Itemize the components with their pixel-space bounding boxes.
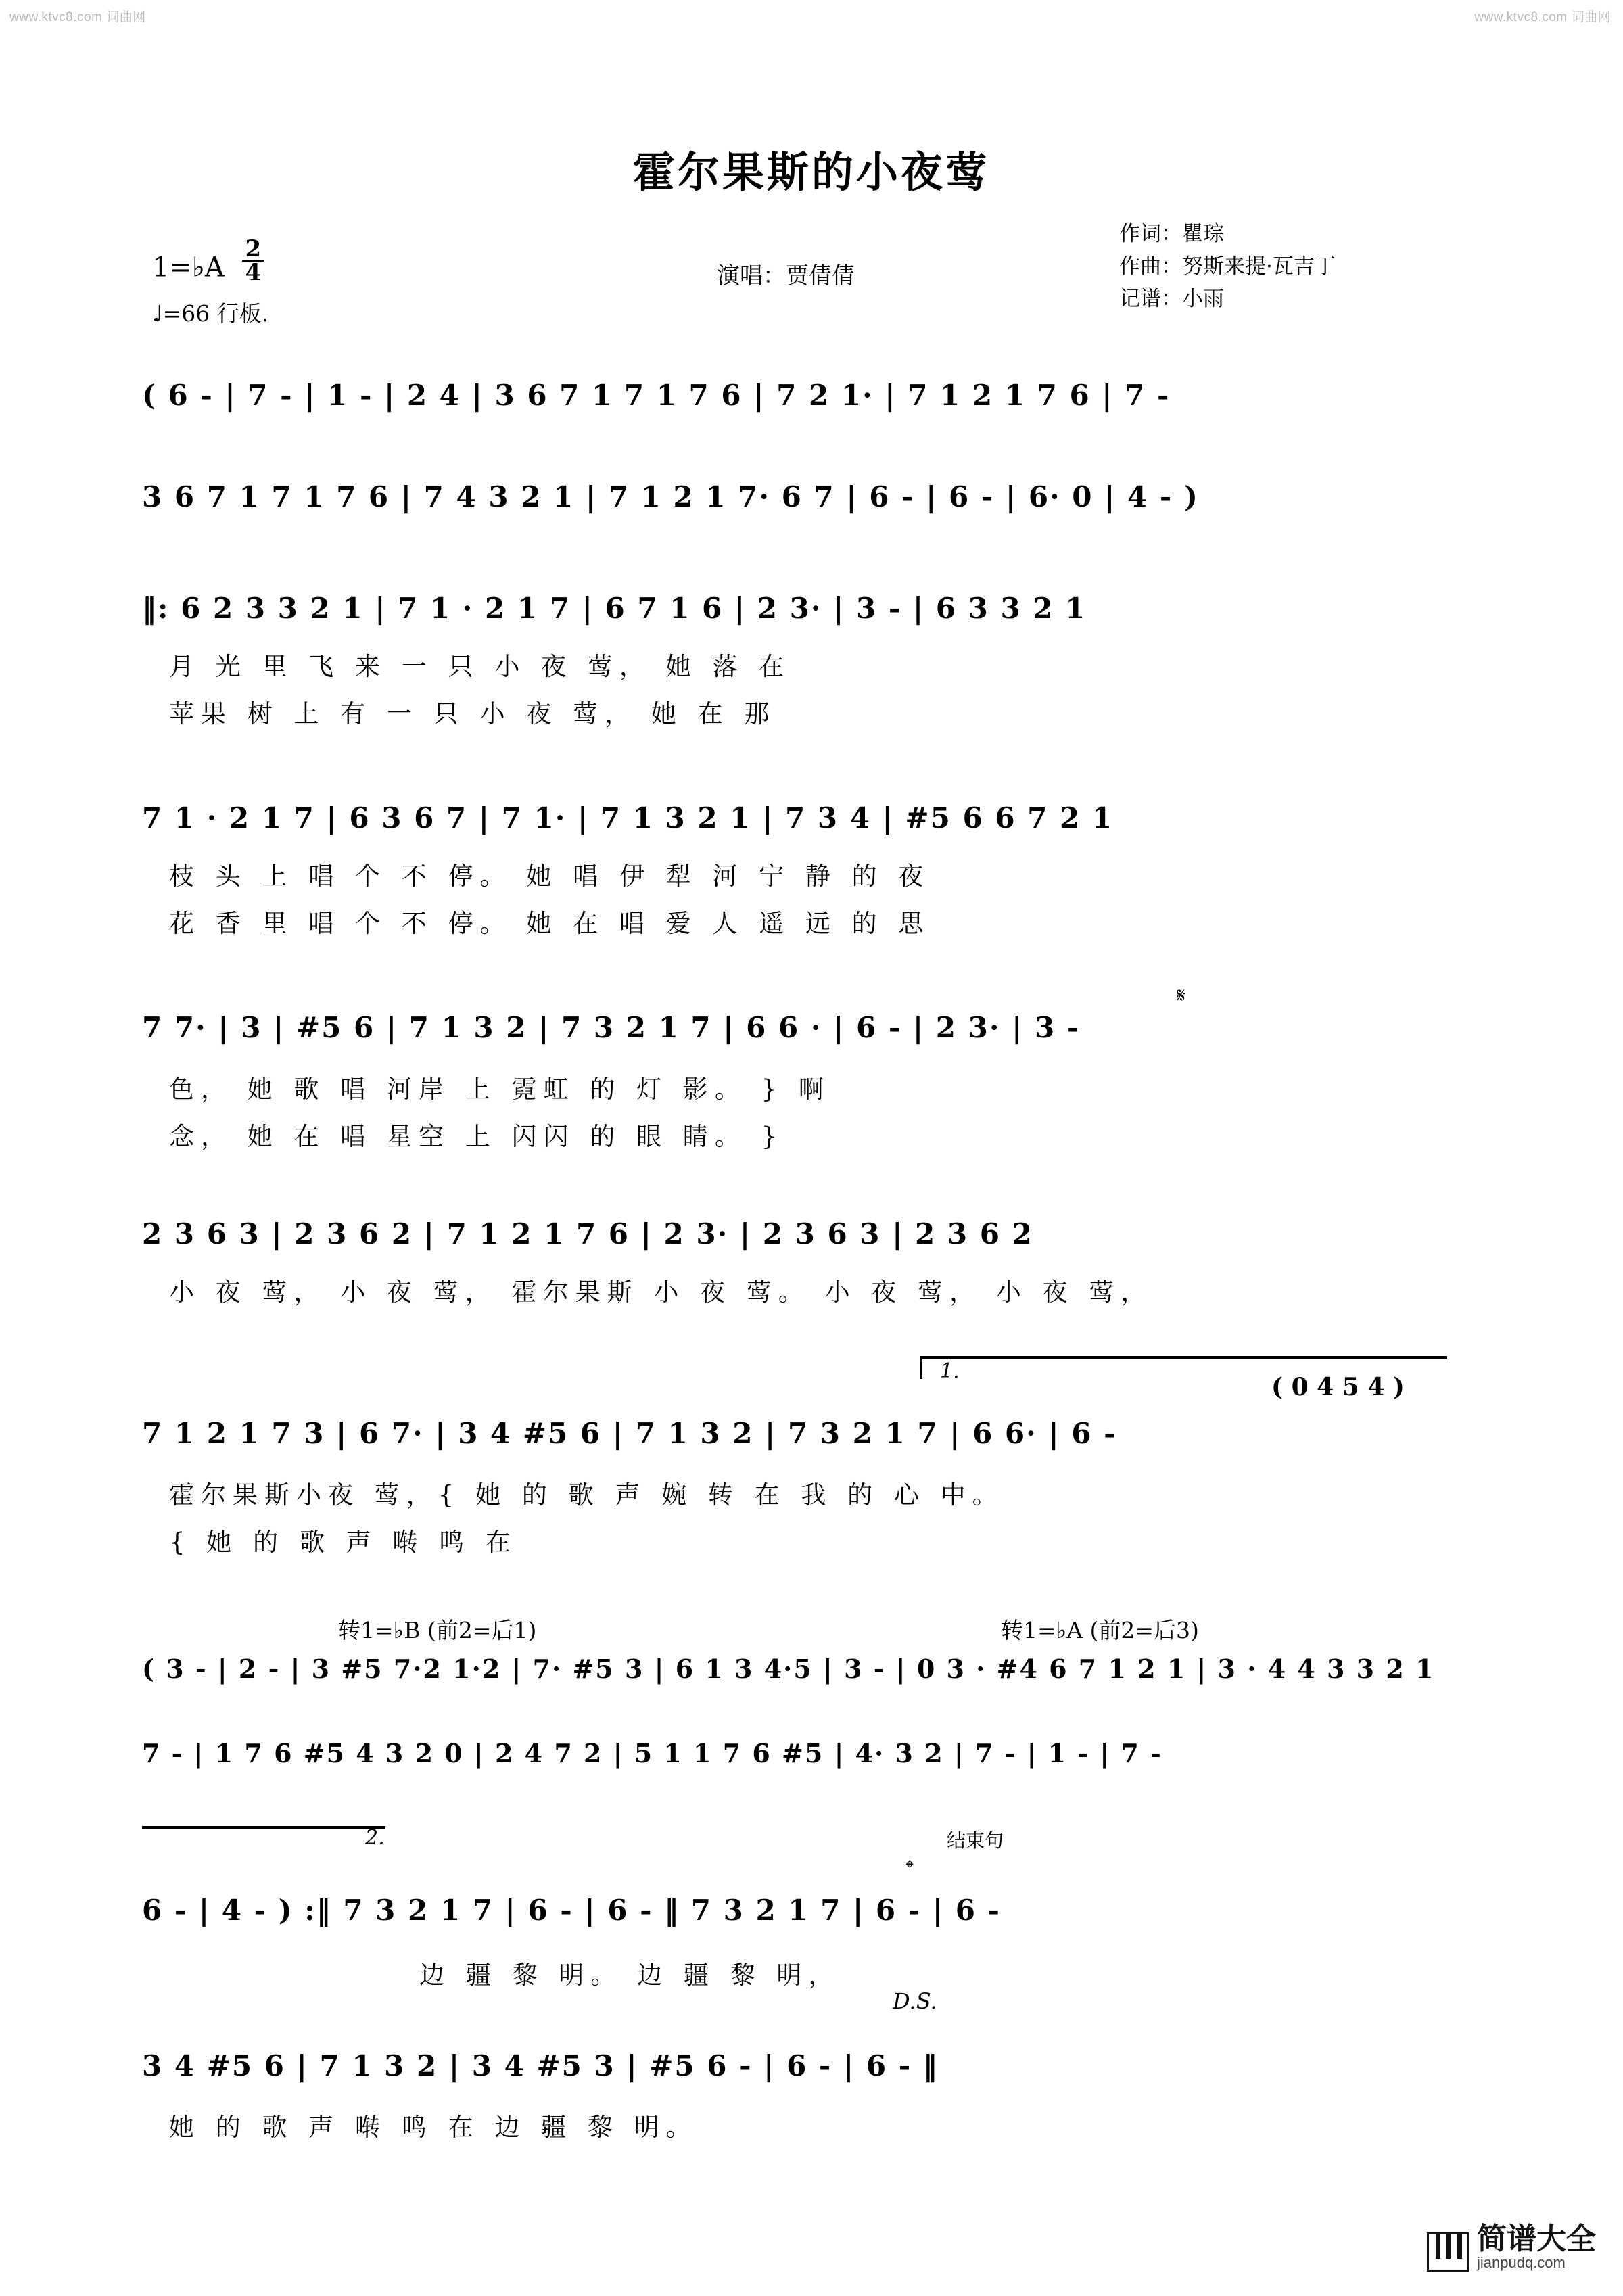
score-lyric-chorus-2-a: 霍尔果斯小夜 莺，{ 她 的 歌 声 婉 转 在 我 的 心 中。 (169, 1480, 1004, 1509)
coda-icon: 𝄌 (906, 1856, 914, 1880)
time-signature (242, 235, 264, 287)
tempo-marking: ♩=66 行板. (152, 300, 269, 327)
coda-label: 结束句 (947, 1829, 1004, 1852)
score-lyric-verse-3-a: 色， 她 歌 唱 河岸 上 霓虹 的 灯 影。 } 啊 (169, 1075, 830, 1104)
credits-block (1119, 218, 1336, 315)
first-ending-bracket-tick (920, 1356, 922, 1379)
score-notes-ending-1: 6 - | 4 - ) :‖ 7 3 2 1 7 | 6 - | 6 - ‖ 7 3 2 1 7 | 6 - | 6 - (142, 1894, 1001, 1927)
time-signature-denominator: 4 (245, 259, 262, 287)
score-notes-verse-3: 7 7· | 3 | #5 6 | 7 1 3 2 | 7 3 2 1 7 | 6 6 · | 6 - | 2 3· | 3 - (142, 1011, 1081, 1044)
score-notes-chorus-1: 2 3 6 3 | 2 3 6 2 | 7 1 2 1 7 6 | 2 3· | 2 3 6 3 | 2 3 6 2 (142, 1217, 1033, 1250)
watermark-top-left: www.ktvc8.com 词曲网 (9, 10, 146, 24)
score-notes-verse-1: ‖: 6 2 3 3 2 1 | 7 1 · 2 1 7 | 6 7 1 6 | 2 3· | 3 - | 6 3 3 2 1 (142, 592, 1087, 625)
key-signature (152, 235, 264, 287)
score-notes-intro-1: ( 6 - | 7 - | 1 - | 2 4 | 3 6 7 1 7 1 7 6 | 7 2 1· | 7 1 2 1 7 6 | 7 - (142, 379, 1171, 412)
credit-composer: 作曲：努斯来提·瓦吉丁 (1119, 254, 1336, 279)
score-lyric-verse-1-a: 月 光 里 飞 来 一 只 小 夜 莺， 她 落 在 (169, 652, 791, 681)
second-ending-bracket (142, 1826, 385, 1829)
score-lyric-verse-1-b: 苹果 树 上 有 一 只 小 夜 莺， 她 在 那 (169, 699, 776, 728)
segno-mark: 𝄋 (1177, 984, 1185, 1008)
score-notes-verse-2: 7 1 · 2 1 7 | 6 3 6 7 | 7 1· | 7 1 3 2 1 | 7 3 4 | #5 6 6 7 2 1 (142, 801, 1114, 835)
score-lyric-ending-1: 边 疆 黎 明。 边 疆 黎 明， (419, 1961, 841, 1990)
score-notes-chorus-2: 7 1 2 1 7 3 | 6 7· | 3 4 #5 6 | 7 1 3 2 | 7 3 2 1 7 | 6 6· | 6 - (142, 1417, 1117, 1450)
score-lyric-chorus-1: 小 夜 莺， 小 夜 莺， 霍尔果斯 小 夜 莺。 小 夜 莺， 小 夜 莺， (169, 1278, 1153, 1307)
score-notes-ending-2: 3 4 #5 6 | 7 1 3 2 | 3 4 #5 3 | #5 6 - | 6 - | 6 - ‖ (142, 2049, 939, 2082)
ds-mark: D.S. (893, 1988, 937, 2014)
score-lyric-chorus-2-b: { 她 的 歌 声 啭 鸣 在 (169, 1528, 517, 1557)
credit-lyricist: 作词：瞿琮 (1119, 222, 1224, 246)
footer-logo (1427, 2221, 1596, 2272)
second-ending-label: 2. (365, 1826, 385, 1850)
first-ending-bracket (920, 1356, 1447, 1359)
score-notes-modulation-1: ( 3 - | 2 - | 3 #5 7·2 1·2 | 7· #5 3 | 6 1 3 4·5 | 3 - | 0 3 · #4 6 7 1 2 1 | 3 · 4 4 3 3 2 1 (142, 1654, 1435, 1684)
score-lyric-ending-2: 她 的 歌 声 啭 鸣 在 边 疆 黎 明。 (169, 2113, 698, 2142)
score-notes-intro-2: 3 6 7 1 7 1 7 6 | 7 4 3 2 1 | 7 1 2 1 7· 6 7 | 6 - | 6 - | 6· 0 | 4 - ) (142, 480, 1199, 513)
score-lyric-verse-3-b: 念， 她 在 唱 星空 上 闪闪 的 眼 睛。 } (169, 1122, 784, 1151)
page-title: 霍尔果斯的小夜莺 (632, 147, 990, 197)
score-lyric-verse-2-a: 枝 头 上 唱 个 不 停。 她 唱 伊 犁 河 宁 静 的 夜 (169, 862, 931, 891)
watermark-top-right: www.ktvc8.com 词曲网 (1474, 10, 1611, 24)
first-ending-note-group: ( 0 4 5 4 ) (1271, 1373, 1405, 1401)
footer-site-url: jianpudq.com (1477, 2253, 1566, 2271)
score-notes-modulation-2: 7 - | 1 7 6 #5 4 3 2 0 | 2 4 7 2 | 5 1 1 7 6 #5 | 4· 3 2 | 7 - | 1 - | 7 - (142, 1738, 1162, 1768)
score-lyric-verse-2-b: 花 香 里 唱 个 不 停。 她 在 唱 爱 人 遥 远 的 思 (169, 909, 931, 938)
singer-credit: 演唱：贾倩倩 (717, 262, 855, 289)
modulation-marker-right: 转1=♭A (前2=后3) (1001, 1617, 1199, 1643)
credit-transcriber: 记谱：小雨 (1119, 287, 1224, 312)
key-signature-text: 1=♭A (152, 252, 225, 283)
modulation-marker-left: 转1=♭B (前2=后1) (338, 1617, 537, 1643)
footer-site-name: 简谱大全 (1477, 2221, 1596, 2256)
first-ending-label: 1. (940, 1359, 960, 1383)
piano-icon (1427, 2232, 1469, 2272)
time-signature-numerator: 2 (242, 238, 264, 262)
